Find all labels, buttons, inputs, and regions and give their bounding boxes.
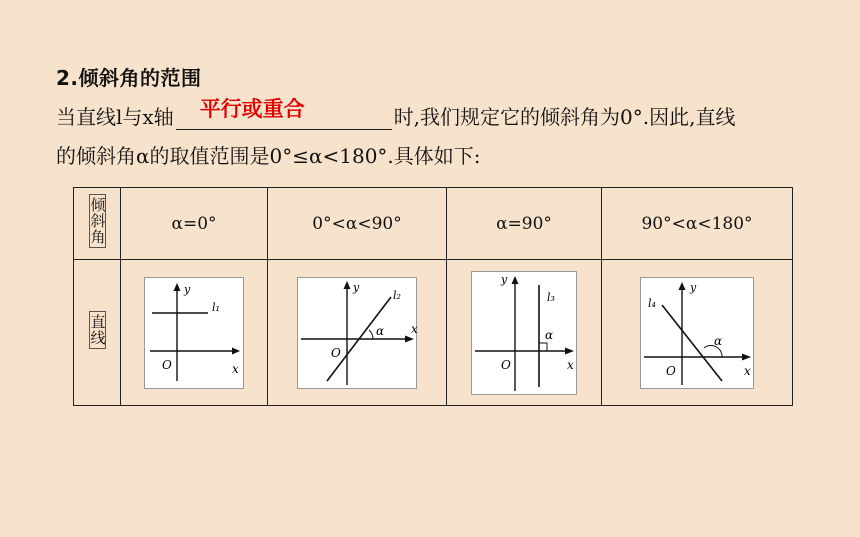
- y-axis-label: y: [501, 272, 508, 286]
- paragraph-line-2: 的倾斜角α的取值范围是0°≤α<180°.具体如下:: [56, 144, 481, 168]
- line-row: [74, 260, 793, 406]
- graph-cell: [268, 260, 447, 406]
- graph-horizontal-line: [144, 277, 244, 389]
- row-header-angle-label: 倾斜角: [89, 194, 106, 248]
- angle-row-header: [74, 188, 121, 260]
- x-axis-label: x: [744, 363, 751, 378]
- x-axis-label: x: [232, 361, 239, 376]
- x-axis-label: x: [567, 357, 574, 372]
- angle-label: α: [376, 323, 385, 338]
- x-axis-label: x: [411, 321, 418, 336]
- section-heading: 2.倾斜角的范围: [56, 66, 202, 90]
- graph-cell: [447, 260, 602, 406]
- graph-cell: [602, 260, 793, 406]
- graph-right-angle: [471, 271, 577, 395]
- origin-label: O: [666, 363, 676, 378]
- graph-frame: [145, 277, 244, 388]
- graph-obtuse-angle: [640, 277, 754, 389]
- origin-label: O: [162, 357, 172, 372]
- y-axis-label: y: [353, 280, 360, 294]
- text-after-blank: 时,我们规定它的倾斜角为0°.因此,直线: [393, 105, 736, 129]
- angle-label: α: [545, 327, 554, 342]
- graph-acute-angle: [297, 277, 417, 389]
- y-axis-label: y: [690, 280, 697, 294]
- angle-case-cell: α=90°: [447, 188, 602, 260]
- graph-frame: [472, 271, 577, 394]
- graph-frame: [641, 277, 754, 388]
- line-label: l₁: [212, 300, 220, 314]
- graph-cell: [121, 260, 268, 406]
- line-label: l₂: [393, 288, 401, 302]
- angle-case-cell: 90°<α<180°: [602, 188, 793, 260]
- angle-label: α: [714, 333, 723, 348]
- angle-case-cell: 0°<α<90°: [268, 188, 447, 260]
- origin-label: O: [331, 345, 341, 360]
- row-header-line-label: 直线: [89, 311, 106, 349]
- angle-case-cell: α=0°: [121, 188, 268, 260]
- origin-label: O: [501, 357, 511, 372]
- angle-row: [74, 188, 793, 260]
- line-label: l₃: [547, 290, 555, 304]
- line-label: l₄: [648, 296, 656, 310]
- fill-in-blank: [176, 97, 392, 130]
- text-before-blank: 当直线l与x轴: [56, 105, 174, 129]
- blank-answer: 平行或重合: [199, 97, 305, 121]
- y-axis-label: y: [184, 282, 191, 296]
- inclination-range-table: [73, 187, 793, 406]
- line-row-header: [74, 260, 121, 406]
- paragraph-line-1: [56, 97, 736, 130]
